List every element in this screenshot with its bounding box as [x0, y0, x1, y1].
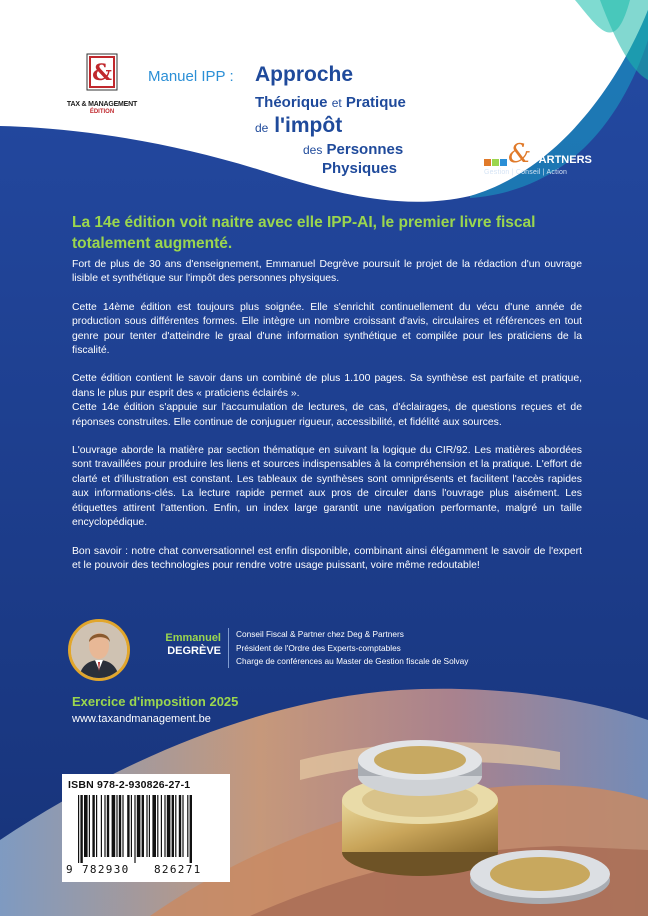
barcode-bar	[80, 795, 82, 863]
headline: La 14e édition voit naitre avec elle IPP-AI, le premier livre fiscal totalement augmenté.	[72, 214, 536, 252]
barcode-bar	[157, 795, 158, 857]
tax-management-logo-icon	[85, 52, 119, 92]
author-roles	[236, 628, 468, 669]
author-first-name: Emmanuel	[165, 632, 221, 644]
barcode-bar	[89, 795, 90, 857]
publisher-edition: ÉDITION	[89, 109, 115, 115]
barcode-bar	[122, 795, 123, 857]
paragraph-4: L'ouvrage aborde la matière par section thématique en suivant la logique du CIR/92. Les matières abordées sont travaillées pour produire les liens et sources indispensables à la compréhension et la pratique. L'effort de clarté et d'illustration est constant. Les tableaux de synthèses sont omniprésents et facilitent l'accès rapides aux informations-clés. La lecture rapide permet aux pros de circuler dans l'ouvrage plus aisément. Les étiquettes attirent l'attention. Enfin, un index large garantit une navigation performante, malgré un taille encyclopédique.	[72, 445, 582, 529]
title-physiques: Physiques	[322, 160, 398, 177]
logo-deg: DEG	[484, 146, 506, 157]
barcode-bar	[104, 795, 105, 857]
barcode-bar	[172, 795, 174, 857]
publisher-logo	[62, 52, 142, 115]
author-portrait-icon	[71, 622, 127, 678]
logo-ampersand: &	[508, 139, 532, 169]
barcode-bar	[182, 795, 183, 857]
paragraph-5: Bon savoir : notre chat conversationnel est enfin disponible, combinant ainsi élégamment le savoir de l'expert et le pouvoir des technologies pour rendre votre usage puissant, voire même redoutable!	[72, 545, 582, 571]
author-name	[143, 632, 221, 658]
barcode-bar	[78, 795, 79, 863]
title-approche: Approche	[255, 63, 354, 86]
barcode-bar	[84, 795, 88, 857]
logo-color-bars	[484, 159, 507, 166]
barcode-bar	[142, 795, 144, 857]
barcode-bar	[96, 795, 97, 857]
barcode-bar	[134, 795, 135, 863]
barcode-bar	[116, 795, 117, 857]
title-line-impot	[255, 114, 342, 138]
barcode-bar	[119, 795, 121, 857]
barcode-bar	[187, 795, 188, 857]
logo-partners: PARTNERS	[532, 154, 592, 166]
barcode-bar	[137, 795, 141, 857]
barcode-bar	[149, 795, 150, 857]
title-pratique: Pratique	[345, 94, 406, 111]
paragraph-1: Fort de plus de 30 ans d'enseignement, Emmanuel Degrève poursuit le projet de la rédaction d'un ouvrage lisible et synthétique sur l'impôt des personnes physiques.	[72, 259, 582, 285]
barcode-bar	[112, 795, 116, 857]
barcode-bar	[179, 795, 181, 857]
barcode-bar	[131, 795, 132, 857]
author-photo	[68, 619, 130, 681]
barcode-bar	[92, 795, 94, 857]
barcode-bar	[164, 795, 165, 857]
barcode-bar	[175, 795, 176, 857]
title-line-personnes	[303, 141, 403, 158]
barcode-bar	[107, 795, 109, 857]
title-impot: l'impôt	[274, 114, 343, 137]
author-role-1: Conseil Fiscal & Partner chez Deg & Partners	[236, 629, 404, 639]
barcode-bar	[167, 795, 171, 857]
title-theorique: Théorique	[255, 94, 328, 111]
paragraph-2: Cette 14ème édition est toujours plus soignée. Elle s'enrichit continuellement du vécu d'une année de production sous différentes formes. Elle intègre un nombre croissant d'avis, circulaires et références en tout genre pour tenter d'atteindre le graal d'une information synthétique et compilée pour les praticiens de la fiscalité.	[72, 301, 582, 357]
title-et: et	[331, 96, 342, 110]
author-role-2: Président de l'Ordre des Experts-comptables	[236, 642, 401, 653]
barcode-bars	[66, 795, 226, 863]
description-text	[72, 258, 582, 587]
barcode-bar	[146, 795, 147, 857]
barcode-group-right: 826271	[154, 863, 202, 876]
logo-tagline: Gestion | Conseil | Action	[484, 169, 568, 176]
title-personnes: Personnes	[326, 141, 404, 158]
author-divider	[228, 628, 229, 668]
paragraph-3b: Cette 14e édition s'appuie sur l'accumulation de lectures, de cas, d'éclairages, de questions reçues et de réponses construites. Elle continue de conjuguer rigueur, accessibilité, et fidélité aux sources.	[72, 402, 582, 428]
publisher-name: TAX & MANAGEMENT	[66, 101, 138, 108]
author-last-name: DEGRÈVE	[167, 645, 221, 657]
deg-partners-logo	[484, 139, 592, 176]
website-link[interactable]: www.taxandmanagement.be	[72, 713, 211, 725]
title-line-theorique	[255, 94, 406, 111]
title-de: de	[255, 121, 269, 135]
isbn-label: ISBN 978-2-930826-27-1	[68, 779, 191, 791]
barcode-bar	[161, 795, 162, 857]
author-role-3: Charge de conférences au Master de Gestion fiscale de Solvay	[236, 656, 469, 666]
barcode-bar	[127, 795, 129, 857]
title-prefix: Manuel IPP :	[148, 68, 234, 85]
svg-text:&: &	[92, 60, 112, 86]
exercice-label: Exercice d'imposition 2025	[72, 694, 239, 709]
barcode-digit-first: 9	[66, 863, 73, 876]
paragraph-3a: Cette édition contient le savoir dans un combiné de plus 1.100 pages. Sa synthèse est parfaite et pratique, dans le plus pur esprit des « praticiens éclairés ».	[72, 373, 582, 399]
barcode-bar	[190, 795, 192, 863]
barcode-bar	[152, 795, 156, 857]
barcode-group-left: 782930	[82, 863, 130, 876]
barcode-bar	[101, 795, 102, 857]
isbn-barcode	[62, 774, 230, 882]
title-des: des	[303, 143, 323, 157]
